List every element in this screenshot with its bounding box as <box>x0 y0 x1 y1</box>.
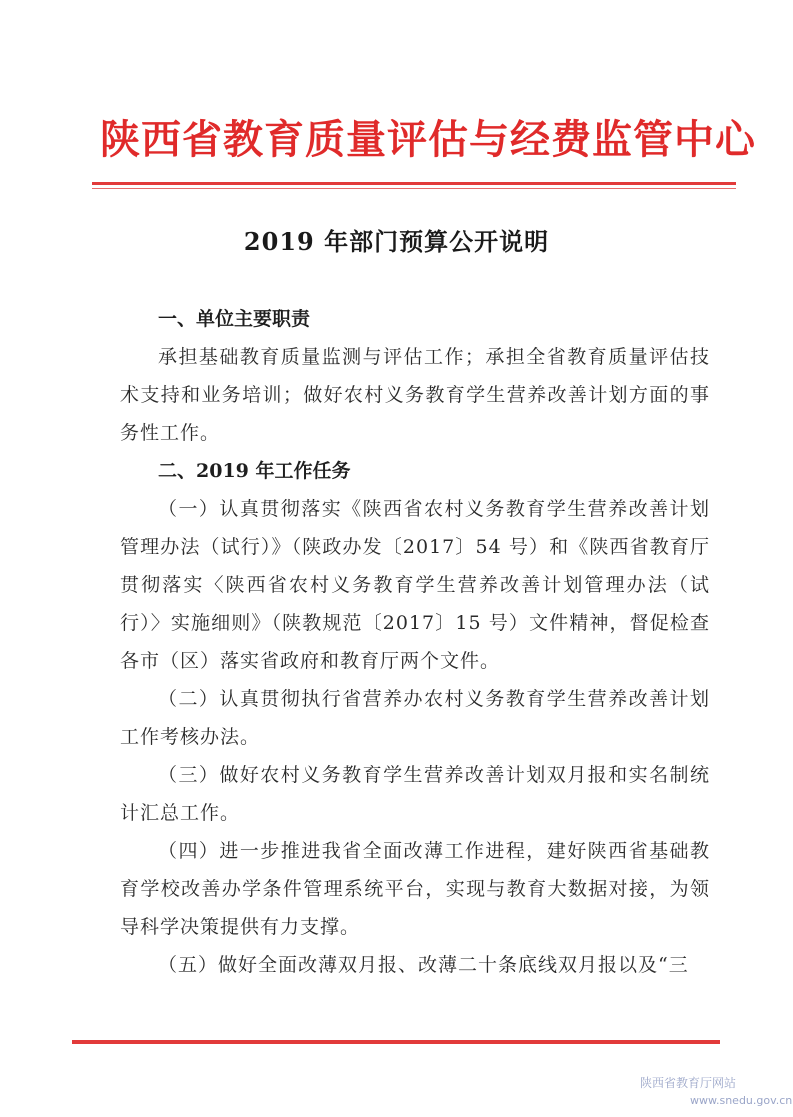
document-body <box>120 300 710 984</box>
task-paragraph: （一）认真贯彻落实《陕西省农村义务教育学生营养改善计划管理办法（试行）》（陕政办发〔2017〕54 号）和《陕西省教育厅贯彻落实〈陕西省农村义务教育学生营养改善计划管理办法（试行）〉实施细则》（陕教规范〔2017〕15 号）文件精神，督促检查各市（区）落实省政府和教育厅两个文件。 <box>120 498 710 672</box>
section-heading: 一、单位主要职责 <box>158 308 311 330</box>
task-paragraph: （三）做好农村义务教育学生营养改善计划双月报和实名制统计汇总工作。 <box>120 764 710 824</box>
task-paragraph: （二）认真贯彻执行省营养办农村义务教育学生营养改善计划工作考核办法。 <box>120 688 710 748</box>
footer-red-rule <box>72 1040 720 1044</box>
task-paragraph: （四）进一步推进我省全面改薄工作进程，建好陕西省基础教育学校改善办学条件管理系统平台，实现与教育大数据对接，为领导科学决策提供有力支撑。 <box>120 840 710 938</box>
organization-name: 陕西省教育质量评估与经费监管中心 <box>100 116 756 163</box>
header-red-rule-thin <box>92 188 736 189</box>
watermark-url: www.snedu.gov.cn <box>690 1094 793 1107</box>
section-heading: 二、2019 年工作任务 <box>158 460 351 482</box>
paragraph: 承担基础教育质量监测与评估工作；承担全省教育质量评估技术支持和业务培训；做好农村义务教育学生营养改善计划方面的事务性工作。 <box>120 346 710 444</box>
watermark-site-name: 陕西省教育厅网站 <box>640 1076 737 1090</box>
header-red-rule <box>92 182 736 185</box>
document-title: 2019 年部门预算公开说明 <box>243 227 550 256</box>
task-paragraph: （五）做好全面改薄双月报、改薄二十条底线双月报以及“三 <box>158 954 689 976</box>
